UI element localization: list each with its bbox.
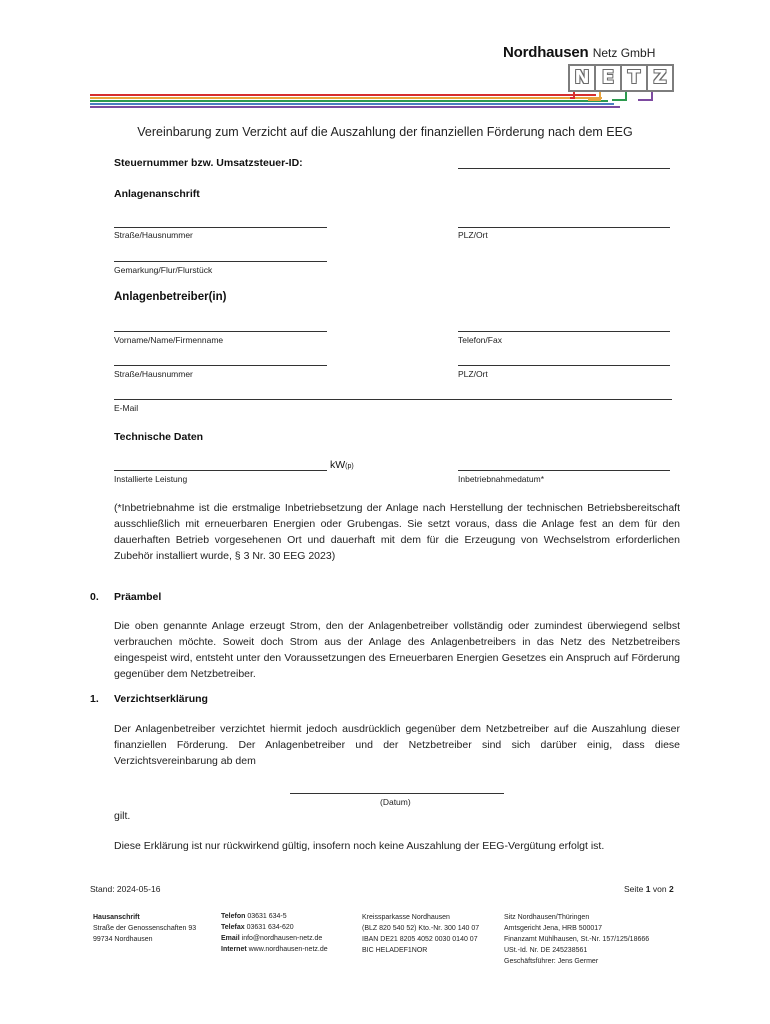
footer-bank-line1: Kreissparkasse Nordhausen (362, 914, 450, 921)
stripe-purple (90, 106, 620, 108)
tax-id-field[interactable] (458, 168, 670, 169)
footer-address (93, 912, 196, 945)
commission-date-field[interactable] (458, 470, 670, 471)
section-0-text: Die oben genannte Anlage erzeugt Strom, den der Anlagenbetreiber vollständig oder zumindest überwiegend selbst verbrauchen möchte. Soweit doch Strom aus der Anlage des Anlagenbetreibers in das Netz des Netzbetreibers eingespeist wird, entsteht unter den Voraussetzungen des Erneuerbaren Energien Gesetzes ein Anspruch auf Förderung gegenüber dem Netzbetreiber. (114, 620, 680, 680)
footer-address-heading: Hausanschrift (93, 914, 140, 921)
section-1-number: 1. (90, 693, 99, 705)
tax-id-label: Steuernummer bzw. Umsatzsteuer-ID: (114, 157, 303, 169)
footer-email-label: Email (221, 935, 240, 942)
operator-heading: Anlagenbetreiber(in) (114, 291, 227, 303)
footer-address-line2: 99734 Nordhausen (93, 936, 153, 943)
footer-legal-line3: Finanzamt Mühlhausen, St.-Nr. 157/125/18666 (504, 936, 650, 943)
operator-name-label: Vorname/Name/Firmenname (114, 335, 224, 345)
tech-heading: Technische Daten (114, 431, 204, 443)
footer-legal-line4: USt.-Id. Nr. DE 245238561 (504, 947, 588, 954)
operator-name-field[interactable] (114, 331, 327, 332)
footer-bank-line2: (BLZ 820 540 52) Kto.-Nr. 300 140 07 (362, 925, 480, 932)
brand-name (503, 44, 655, 61)
footer-bank (362, 912, 479, 956)
date-label: (Datum) (380, 797, 411, 807)
stripe-green (90, 100, 608, 102)
stripe-orange (90, 97, 602, 99)
footer-email-link[interactable]: info@nordhausen-netz.de (241, 935, 323, 942)
plant-street-field[interactable] (114, 227, 327, 228)
footer-phone-label: Telefon (221, 913, 246, 920)
commissioning-note: (*Inbetriebnahme ist die erstmalige Inbetriebsetzung der Anlage nach Herstellung der technischen Betriebsbereitschaft ausschließlich mit erneuerbaren Energien oder Grubengas. Sie setzt voraus, dass die Anlage fest an dem für den dauerhaften Betrieb vorgesehenen Ort und dauerhaft mit dem für die Erzeugung von Wechselstrom erforderlichen Zubehör installiert wurde, § 3 Nr. 30 EEG 2023) (114, 502, 680, 562)
section-1-text: Der Anlagenbetreiber verzichtet hiermit jedoch ausdrücklich gegenüber dem Netzbetreiber auf die Auszahlung dieser finanziellen Förderung. Der Anlagenbetreiber und der Netzbetreiber sind sich darüber einig, dass diese Verzichtsvereinbarung ab dem (114, 723, 680, 767)
operator-phone-field[interactable] (458, 331, 670, 332)
page-total: 2 (668, 884, 674, 894)
stripe-blue (90, 103, 614, 105)
footer-web-label: Internet (221, 946, 247, 953)
gilt-text: gilt. (114, 810, 131, 822)
page-current: 1 (645, 884, 651, 894)
plant-street-label: Straße/Hausnummer (114, 230, 193, 240)
commission-date-label: Inbetriebnahmedatum* (458, 474, 545, 484)
footer-phone: 03631 634-5 (247, 913, 287, 920)
footer-legal-line1: Sitz Nordhausen/Thüringen (504, 914, 590, 921)
footer-web-link[interactable]: www.nordhausen-netz.de (248, 946, 328, 953)
footer-legal (504, 912, 649, 967)
power-unit-sub: (p) (345, 463, 354, 470)
date-field[interactable] (290, 793, 504, 794)
footer-address-line1: Straße der Genossenschaften 93 (93, 925, 197, 932)
footer-fax: 03631 634-620 (246, 924, 294, 931)
closing-text: Diese Erklärung ist nur rückwirkend gültig, insofern noch keine Auszahlung der EEG-Vergütung erfolgt ist. (114, 840, 605, 852)
page-mid: von (652, 884, 667, 894)
footer-legal-line5: Geschäftsführer: Jens Germer (504, 958, 599, 965)
logo-tile-e: E (594, 64, 622, 92)
parcel-field[interactable] (114, 261, 327, 262)
brand-light: Netz GmbH (592, 46, 656, 60)
section-1-heading: Verzichtserklärung (114, 693, 208, 705)
document-title: Vereinbarung zum Verzicht auf die Auszahlung der finanziellen Förderung nach dem EEG (137, 125, 633, 139)
power-unit (330, 459, 354, 471)
footer-bank-line4: BIC HELADEF1NOR (362, 947, 428, 954)
operator-street-field[interactable] (114, 365, 327, 366)
footer-legal-line2: Amtsgericht Jena, HRB 500017 (504, 925, 603, 932)
operator-email-field[interactable] (114, 399, 672, 400)
plant-zip-label: PLZ/Ort (458, 230, 488, 240)
operator-zip-label: PLZ/Ort (458, 369, 488, 379)
operator-zip-field[interactable] (458, 365, 670, 366)
page-prefix: Seite (624, 884, 644, 894)
brand-strong: Nordhausen (503, 44, 589, 61)
section-0-heading: Präambel (114, 591, 162, 603)
power-label: Installierte Leistung (114, 474, 188, 484)
parcel-label: Gemarkung/Flur/Flurstück (114, 265, 213, 275)
power-field[interactable] (114, 470, 327, 471)
netz-logo (568, 64, 674, 98)
logo-connector-lines (568, 64, 674, 104)
page-indicator (624, 884, 674, 894)
logo-tile-z: Z (646, 64, 674, 92)
section-0-number: 0. (90, 591, 99, 603)
stripe-red (90, 94, 596, 96)
version-stamp: Stand: 2024-05-16 (90, 884, 161, 894)
operator-email-label: E-Mail (114, 403, 139, 413)
operator-street-label: Straße/Hausnummer (114, 369, 193, 379)
plant-address-heading: Anlagenanschrift (114, 188, 200, 200)
power-unit-kw: kW (330, 459, 346, 471)
footer-bank-line3: IBAN DE21 8205 4052 0030 0140 07 (362, 936, 478, 943)
footer-fax-label: Telefax (221, 924, 245, 931)
operator-phone-label: Telefon/Fax (458, 335, 502, 345)
plant-zip-field[interactable] (458, 227, 670, 228)
logo-tile-t: T (620, 64, 648, 92)
footer-contact (221, 911, 328, 955)
logo-tile-n: N (568, 64, 596, 92)
